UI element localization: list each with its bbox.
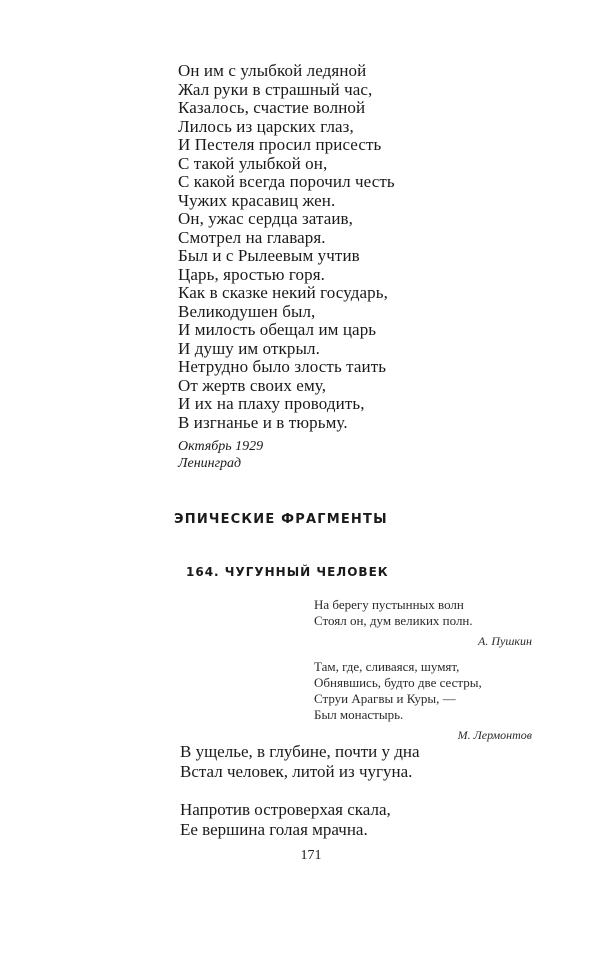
poem-line: Встал человек, литой из чугуна. <box>180 762 413 781</box>
poem-line: Напротив островерхая скала, <box>180 800 391 819</box>
poem-date: Октябрь 1929 <box>178 439 264 454</box>
poem-line: Он им с улыбкой ледяной <box>178 61 367 80</box>
poem-line: Жал руки в страшный час, <box>178 79 373 99</box>
page-number: 171 <box>300 848 322 863</box>
poem-line: От жертв своих ему, <box>178 375 327 395</box>
poem-heading: 164. ЧУГУННЫЙ ЧЕЛОВЕК <box>186 565 389 579</box>
poem-line: Чужих красавиц жен. <box>178 190 336 210</box>
poem-line: Был и с Рылеевым учтив <box>178 246 360 265</box>
poem-164-body <box>180 742 420 840</box>
epigraph-line: Стоял он, дум великих полн. <box>314 613 473 628</box>
epigraph-line: Обнявшись, будто две сестры, <box>314 675 482 690</box>
poem-line: Ее вершина голая мрачна. <box>180 820 368 839</box>
poem-dateline <box>178 438 263 472</box>
poem-line: Царь, яростью горя. <box>178 264 326 284</box>
epigraph-author: А. Пушкин <box>478 634 532 648</box>
poem-line: Нетрудно было злость таить <box>178 357 387 376</box>
epigraph-line: Там, где, сливаяся, шумят, <box>314 659 460 674</box>
epigraph-line: Струи Арагвы и Куры, — <box>314 691 456 706</box>
epigraph-line: Был монастырь. <box>314 707 404 722</box>
poem-line: С такой улыбкой он, <box>178 153 328 173</box>
poem-line: И милость обещал им царь <box>178 320 377 339</box>
epigraph-author: М. Лермонтов <box>457 728 532 742</box>
poem-line: В ущелье, в глубине, почти у дна <box>180 742 420 761</box>
poem-line: И душу им открыл. <box>178 338 320 358</box>
epigraph-pushkin <box>314 597 536 649</box>
poem-ending <box>178 62 395 432</box>
poem-line: Смотрел на главаря. <box>178 227 326 247</box>
poem-line: Как в сказке некий государь, <box>178 283 388 302</box>
epigraph-lermontov <box>314 659 536 743</box>
poem-line: Он, ужас сердца затаив, <box>178 209 354 228</box>
poem-line: Великодушен был, <box>178 301 316 321</box>
stanza-break <box>180 782 420 800</box>
poem-line: И Пестеля просил присесть <box>178 135 382 154</box>
poem-line: Казалось, счастие волной <box>178 98 366 117</box>
poem-line: В изгнанье и в тюрьму. <box>178 412 348 432</box>
poem-line: Лилось из царских глаз, <box>178 116 354 136</box>
epigraph-line: На берегу пустынных волн <box>314 597 464 612</box>
poem-place: Ленинград <box>178 456 242 471</box>
poem-line: С какой всегда порочил честь <box>178 172 395 191</box>
section-title: ЭПИЧЕСКИЕ ФРАГМЕНТЫ <box>174 512 388 527</box>
poem-line: И их на плаху проводить, <box>178 394 365 413</box>
